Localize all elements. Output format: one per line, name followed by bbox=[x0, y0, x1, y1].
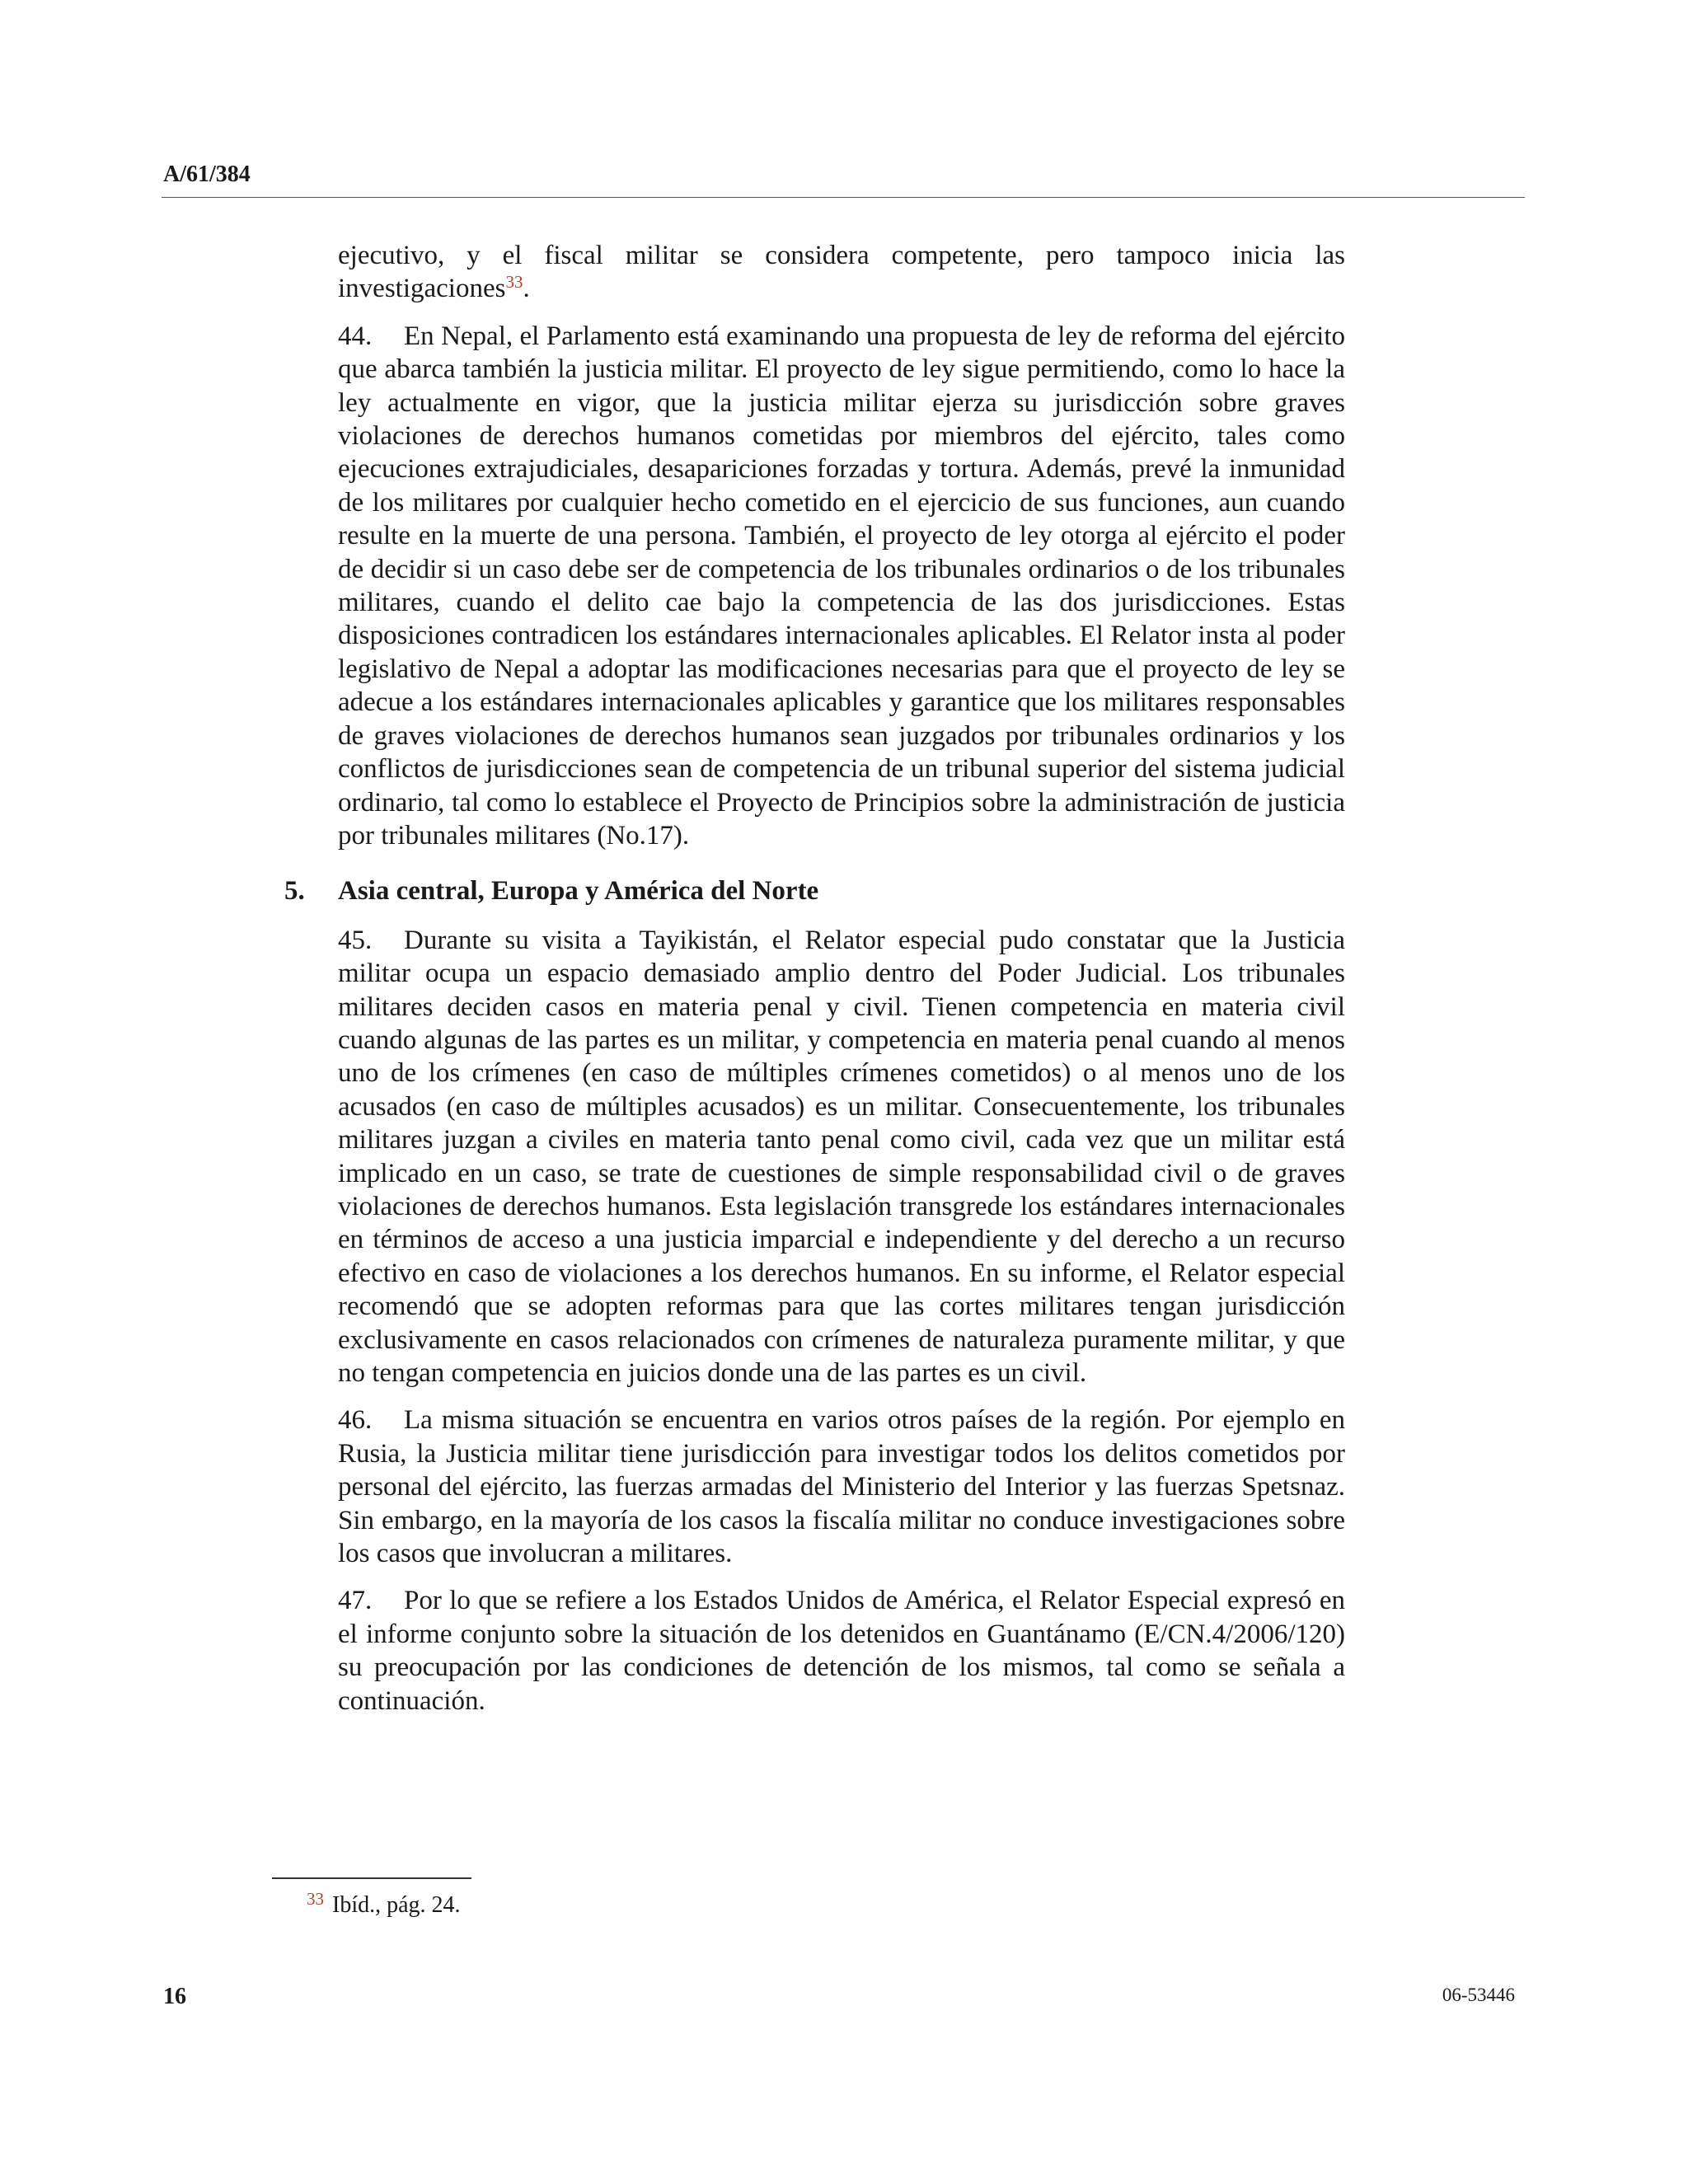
paragraph-45 bbox=[338, 924, 1345, 1390]
paragraph-number: 46. bbox=[338, 1405, 373, 1436]
paragraph-number: 44. bbox=[338, 321, 373, 351]
footnote bbox=[307, 1889, 461, 1919]
paragraph-text: Durante su visita a Tayikistán, el Relator especial pudo constatar que la Justicia militar ocupa un espacio demasiado amplio dentro del Poder Judicial. Los tribunales militares deciden casos en materia penal y civil. Tienen competencia en materia civil cuando algunas de las partes es un militar, y competencia en materia penal cuando al menos uno de los crímenes (en caso de múltiples crímenes cometidos) o al menos uno de los acusados (en caso de múltiples acusados) es un militar. Consecuentemente, los tribunales militares juzgan a civiles en materia tanto penal como civil, cada vez que un militar está implicado en un caso, se trate de cuestiones de simple responsabilidad civil o de graves violaciones de derechos humanos. Esta legislación transgrede los estándares internacionales en términos de acceso a una justicia imparcial e independiente y del derecho a un recurso efectivo en caso de violaciones a los derechos humanos. En su informe, el Relator especial recomendó que se adopten reformas para que las cortes militares tengan jurisdicción exclusivamente en casos relacionados con crímenes de naturaleza puramente militar, y que no tengan competencia en juicios donde una de las partes es un civil. bbox=[338, 925, 1345, 1388]
paragraph-text: La misma situación se encuentra en varios otros países de la región. Por ejemplo en Rusia, la Justicia militar tiene jurisdicción para investigar todos los delitos cometidos por personal del ejército, las fuerzas armadas del Ministerio del Interior y las fuerzas Spetsnaz. Sin embargo, en la mayoría de los casos la fiscalía militar no conduce investigaciones sobre los casos que involucran a militares. bbox=[338, 1405, 1345, 1569]
paragraph-44 bbox=[338, 320, 1345, 853]
document-code: 06-53446 bbox=[1442, 1985, 1515, 2005]
paragraph-46 bbox=[338, 1404, 1345, 1570]
page-number: 16 bbox=[163, 1984, 186, 2009]
paragraph-number: 45. bbox=[338, 925, 373, 955]
paragraph-text: Por lo que se refiere a los Estados Unidos de América, el Relator Especial expresó en el informe conjunto sobre la situación de los detenidos en Guantánamo (E/CN.4/2006/120) su preocupación por las condiciones de detención de los mismos, tal como se señala a continuación. bbox=[338, 1586, 1345, 1716]
section-title: Asia central, Europa y América del Norte bbox=[338, 876, 819, 907]
footnote-separator bbox=[272, 1877, 471, 1879]
section-heading bbox=[284, 874, 1345, 907]
paragraph-number: 47. bbox=[338, 1586, 373, 1616]
document-symbol: A/61/384 bbox=[163, 162, 251, 187]
continuation-paragraph bbox=[338, 239, 1345, 306]
footnote-text: Ibíd., pág. 24. bbox=[332, 1892, 461, 1918]
section-number: 5. bbox=[284, 876, 305, 907]
continuation-text: ejecutivo, y el fiscal militar se considera competente, pero tampoco inicia las investigaciones bbox=[338, 241, 1345, 304]
continuation-end: . bbox=[523, 274, 530, 304]
header-rule bbox=[162, 197, 1525, 198]
paragraph-47 bbox=[338, 1584, 1345, 1718]
footnote-reference[interactable]: 33 bbox=[505, 272, 523, 293]
body-text bbox=[284, 239, 1345, 1732]
footnote-mark: 33 bbox=[307, 1889, 324, 1909]
paragraph-text: En Nepal, el Parlamento está examinando una propuesta de ley de reforma del ejército que abarca también la justicia militar. El proyecto de ley sigue permitiendo, como lo hace la ley actualmente en vigor, que la justicia militar ejerza su jurisdicción sobre graves violaciones de derechos humanos cometidas por miembros del ejército, tales como ejecuciones extrajudiciales, desapariciones forzadas y tortura. Además, prevé la inmunidad de los militares por cualquier hecho cometido en el ejercicio de sus funciones, aun cuando resulte en la muerte de una persona. También, el proyecto de ley otorga al ejército el poder de decidir si un caso debe ser de competencia de los tribunales ordinarios o de los tribunales militares, cuando el delito cae bajo la competencia de las dos jurisdicciones. Estas disposiciones contradicen los estándares internacionales aplicables. El Relator insta al poder legislativo de Nepal a adoptar las modificaciones necesarias para que el proyecto de ley se adecue a los estándares internacionales aplicables y garantice que los militares responsables de graves violaciones de derechos humanos sean juzgados por tribunales ordinarios y los conflictos de jurisdicciones sean de competencia de un tribunal superior del sistema judicial ordinario, tal como lo establece el Proyecto de Principios sobre la administración de justicia por tribunales militares (No.17). bbox=[338, 321, 1345, 851]
